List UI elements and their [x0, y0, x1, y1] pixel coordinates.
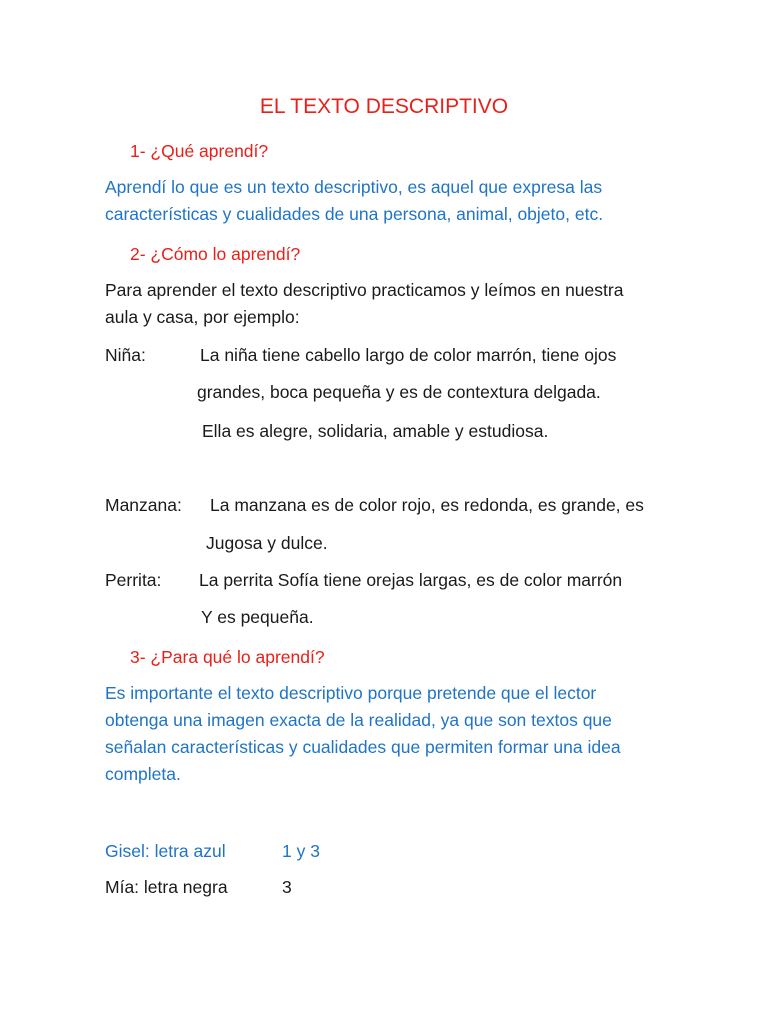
- example-term-nina: Niña:: [105, 345, 146, 365]
- example-term-manzana: Manzana:: [105, 495, 182, 515]
- question-3: 3- ¿Para qué lo aprendí?: [130, 647, 325, 667]
- example-nina-line-1: La niña tiene cabello largo de color marrón, tiene ojos: [200, 345, 617, 365]
- document-title: EL TEXTO DESCRIPTIVO: [259, 95, 509, 118]
- example-perrita-line-2: Y es pequeña.: [201, 607, 314, 627]
- example-nina-line-2: grandes, boca pequeña y es de contextura delgada.: [197, 382, 601, 402]
- credit-mia-value: 3: [282, 877, 292, 897]
- example-term-perrita: Perrita:: [105, 570, 162, 590]
- example-manzana-line-2: Jugosa y dulce.: [206, 533, 328, 553]
- question-1: 1- ¿Qué aprendí?: [130, 141, 269, 161]
- example-manzana-line-1: La manzana es de color rojo, es redonda, es grande, es: [210, 495, 644, 515]
- answer-1-line-1: Aprendí lo que es un texto descriptivo, es aquel que expresa las: [105, 177, 603, 197]
- answer-3-line-1: Es importante el texto descriptivo porque pretende que el lector: [105, 683, 597, 703]
- answer-1-line-2: características y cualidades de una persona, animal, objeto, etc.: [105, 204, 604, 224]
- answer-3-line-4: completa.: [105, 764, 181, 784]
- intro-line-2: aula y casa, por ejemplo:: [105, 307, 300, 327]
- credit-gisel-name: Gisel: letra azul: [105, 841, 226, 861]
- answer-3-line-2: obtenga una imagen exacta de la realidad, ya que son textos que: [105, 710, 612, 730]
- example-perrita-line-1: La perrita Sofía tiene orejas largas, es de color marrón: [199, 570, 623, 590]
- example-nina-line-3: Ella es alegre, solidaria, amable y estudiosa.: [202, 421, 549, 441]
- question-2: 2- ¿Cómo lo aprendí?: [130, 244, 301, 264]
- credit-mia-name: Mía: letra negra: [105, 877, 228, 897]
- answer-3-line-3: señalan características y cualidades que permiten formar una idea: [105, 737, 621, 757]
- credit-gisel-value: 1 y 3: [282, 841, 320, 861]
- intro-line-1: Para aprender el texto descriptivo practicamos y leímos en nuestra: [105, 280, 624, 300]
